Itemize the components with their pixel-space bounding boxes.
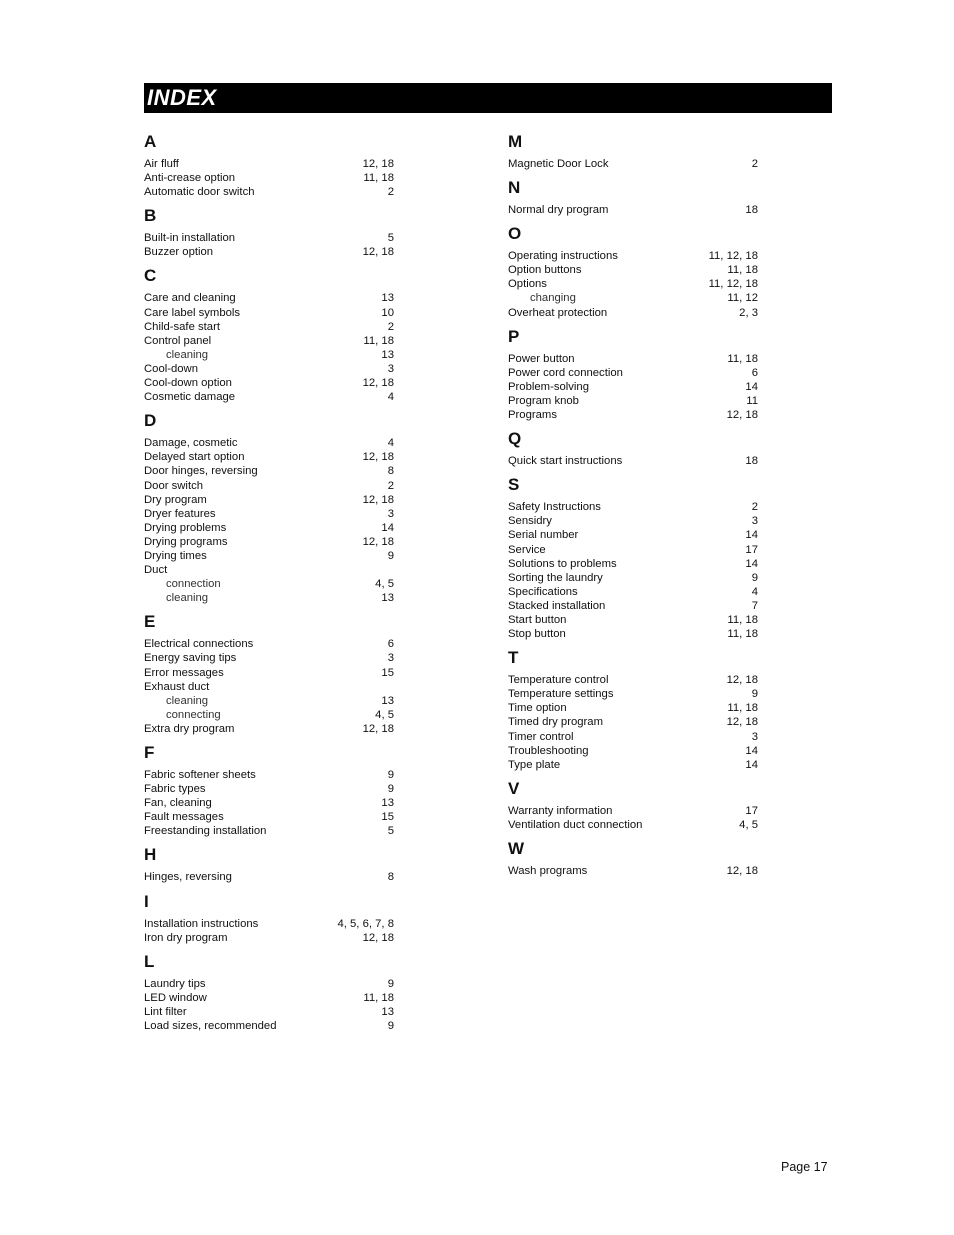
entry-term: Type plate bbox=[508, 758, 561, 771]
entry-term: Care label symbols bbox=[144, 306, 241, 319]
entry-pages: 5 bbox=[387, 232, 394, 245]
index-entry bbox=[508, 804, 758, 818]
index-entry bbox=[144, 680, 394, 694]
section-letter: C bbox=[144, 266, 157, 286]
entry-term: Overheat protection bbox=[508, 306, 608, 319]
entry-term: Quick start instructions bbox=[508, 455, 623, 468]
entry-pages: 9 bbox=[751, 688, 758, 701]
entry-pages: 12, 18 bbox=[362, 493, 394, 506]
entry-term: Drying programs bbox=[144, 535, 228, 548]
index-entry bbox=[508, 744, 758, 758]
entry-term: Timer control bbox=[508, 730, 574, 743]
index-section-n bbox=[508, 179, 758, 217]
entry-term: Anti-crease option bbox=[144, 172, 236, 185]
entry-term: Dry program bbox=[144, 493, 207, 506]
entry-term: Door switch bbox=[144, 479, 204, 492]
index-entry bbox=[144, 464, 394, 478]
entry-pages: 4 bbox=[387, 391, 394, 404]
entry-pages: 12, 18 bbox=[726, 865, 758, 877]
entry-term: cleaning bbox=[166, 348, 209, 361]
index-entry bbox=[144, 651, 394, 665]
index-entry bbox=[144, 722, 394, 736]
entry-pages: 9 bbox=[387, 783, 394, 796]
index-entry bbox=[508, 758, 758, 772]
index-entry bbox=[144, 245, 394, 259]
entry-term: Specifications bbox=[508, 585, 578, 598]
section-letter: M bbox=[508, 132, 523, 151]
section-letter: D bbox=[144, 411, 157, 431]
index-entry bbox=[144, 507, 394, 521]
index-entry bbox=[508, 263, 758, 277]
section-letter: T bbox=[508, 648, 519, 668]
entry-term: Iron dry program bbox=[144, 931, 228, 944]
entry-term: Solutions to problems bbox=[508, 557, 617, 570]
entry-term: Dryer features bbox=[144, 507, 216, 520]
entry-pages: 12, 18 bbox=[362, 377, 394, 390]
entry-term: Error messages bbox=[144, 666, 224, 679]
entry-pages: 9 bbox=[751, 571, 758, 584]
entry-term: cleaning bbox=[166, 592, 209, 605]
entry-pages: 11, 18 bbox=[363, 991, 394, 1004]
index-entry bbox=[508, 543, 758, 557]
entry-pages: 4, 5 bbox=[739, 818, 758, 831]
entry-pages: 11, 18 bbox=[727, 352, 758, 365]
entry-term: LED window bbox=[144, 991, 207, 1004]
entry-pages: 17 bbox=[745, 543, 758, 556]
section-letter: F bbox=[144, 743, 155, 762]
section-letter: N bbox=[508, 178, 521, 198]
entry-term: cleaning bbox=[166, 694, 209, 707]
index-entry bbox=[144, 320, 394, 334]
entry-term: Stacked installation bbox=[508, 599, 606, 612]
entry-term: Sorting the laundry bbox=[508, 571, 603, 584]
entry-term: Door hinges, reversing bbox=[144, 465, 258, 478]
index-entry bbox=[508, 864, 758, 878]
entry-pages: 13 bbox=[381, 797, 394, 810]
index-subentry bbox=[144, 348, 394, 362]
index-section-t bbox=[508, 649, 758, 772]
section-letter: B bbox=[144, 206, 157, 226]
index-entry bbox=[508, 352, 758, 366]
entry-term: Operating instructions bbox=[508, 250, 618, 263]
page-number: Page 17 bbox=[781, 1160, 828, 1174]
section-letter: A bbox=[144, 132, 157, 151]
index-entry bbox=[508, 818, 758, 832]
entry-pages: 8 bbox=[387, 871, 394, 884]
index-entry bbox=[144, 977, 394, 991]
index-section-c bbox=[144, 267, 394, 404]
index-subentry bbox=[144, 577, 394, 591]
index-entry bbox=[508, 514, 758, 528]
index-entry bbox=[144, 810, 394, 824]
entry-pages: 5 bbox=[387, 825, 394, 838]
entry-pages: 12, 18 bbox=[362, 451, 394, 464]
section-letter: W bbox=[508, 839, 525, 858]
section-letter: E bbox=[144, 612, 156, 632]
entry-pages: 11, 12, 18 bbox=[708, 250, 758, 263]
index-entry bbox=[508, 277, 758, 291]
index-section-e bbox=[144, 613, 394, 736]
index-entry bbox=[508, 366, 758, 380]
index-entry bbox=[144, 782, 394, 796]
entry-pages: 9 bbox=[387, 769, 394, 781]
entry-pages: 4, 5 bbox=[375, 578, 394, 591]
entry-term: Wash programs bbox=[508, 865, 588, 877]
index-entry bbox=[508, 557, 758, 571]
entry-pages: 10 bbox=[381, 306, 394, 319]
entry-pages: 11 bbox=[746, 394, 758, 407]
entry-term: Air fluff bbox=[144, 158, 179, 170]
index-entry bbox=[144, 870, 394, 884]
entry-pages: 9 bbox=[387, 977, 394, 990]
entry-pages: 13 bbox=[381, 348, 394, 361]
entry-pages: 8 bbox=[387, 465, 394, 478]
entry-term: Cool-down option bbox=[144, 377, 232, 390]
index-entry bbox=[144, 306, 394, 320]
index-entry bbox=[508, 627, 758, 641]
entry-pages: 4 bbox=[387, 437, 394, 450]
entry-term: Child-safe start bbox=[144, 320, 220, 333]
index-entry bbox=[144, 521, 394, 535]
index-entry bbox=[508, 157, 758, 171]
section-letter: O bbox=[508, 224, 522, 244]
index-entry bbox=[508, 585, 758, 599]
index-entry bbox=[144, 171, 394, 185]
entry-term: Damage, cosmetic bbox=[144, 437, 238, 450]
entry-term: Start button bbox=[508, 613, 567, 626]
entry-term: Laundry tips bbox=[144, 977, 206, 990]
entry-term: Troubleshooting bbox=[508, 744, 589, 757]
index-entry bbox=[144, 535, 394, 549]
index-section-l bbox=[144, 953, 394, 1033]
entry-pages: 6 bbox=[751, 366, 758, 379]
entry-term: Control panel bbox=[144, 334, 212, 347]
entry-pages: 13 bbox=[381, 1005, 394, 1018]
index-entry bbox=[144, 334, 394, 348]
index-entry bbox=[144, 436, 394, 450]
index-entry bbox=[144, 291, 394, 305]
entry-pages: 11, 12, 18 bbox=[708, 278, 758, 291]
index-section-i bbox=[144, 893, 394, 945]
index-section-s bbox=[508, 476, 758, 641]
entry-pages: 4, 5, 6, 7, 8 bbox=[337, 917, 394, 930]
section-letter: I bbox=[144, 891, 150, 911]
entry-term: Delayed start option bbox=[144, 451, 245, 464]
entry-pages: 6 bbox=[387, 638, 394, 651]
index-title-bar bbox=[144, 83, 832, 113]
index-entry bbox=[508, 687, 758, 701]
index-section-h bbox=[144, 846, 394, 884]
index-section-q bbox=[508, 430, 758, 468]
entry-pages: 18 bbox=[745, 455, 758, 468]
index-entry bbox=[144, 768, 394, 782]
entry-pages: 2 bbox=[751, 158, 758, 170]
index-entry bbox=[144, 390, 394, 404]
index-entry bbox=[144, 549, 394, 563]
entry-term: Freestanding installation bbox=[144, 825, 267, 838]
entry-term: Hinges, reversing bbox=[144, 871, 232, 884]
entry-pages: 2 bbox=[387, 479, 394, 492]
entry-pages: 12, 18 bbox=[726, 674, 758, 687]
entry-term: Programs bbox=[508, 409, 557, 422]
entry-pages: 12, 18 bbox=[362, 246, 394, 259]
index-column-right bbox=[508, 127, 758, 878]
index-subentry bbox=[144, 591, 394, 605]
entry-pages: 14 bbox=[745, 529, 758, 542]
entry-pages: 17 bbox=[745, 804, 758, 817]
entry-pages: 14 bbox=[745, 758, 758, 771]
index-entry bbox=[144, 824, 394, 838]
index-entry bbox=[508, 454, 758, 468]
entry-pages: 9 bbox=[387, 1020, 394, 1033]
entry-pages: 11, 18 bbox=[727, 628, 758, 641]
entry-term: Duct bbox=[144, 564, 168, 577]
entry-pages: 13 bbox=[381, 694, 394, 707]
index-entry bbox=[144, 231, 394, 245]
entry-term: Power button bbox=[508, 352, 575, 365]
entry-pages: 12, 18 bbox=[726, 409, 758, 422]
section-letter: S bbox=[508, 475, 520, 495]
index-entry bbox=[508, 599, 758, 613]
entry-pages: 3 bbox=[387, 507, 394, 520]
index-entry bbox=[144, 563, 394, 577]
entry-pages: 14 bbox=[745, 744, 758, 757]
entry-pages: 15 bbox=[381, 811, 394, 824]
entry-pages: 13 bbox=[381, 292, 394, 305]
entry-pages: 12, 18 bbox=[362, 535, 394, 548]
entry-pages: 12, 18 bbox=[726, 716, 758, 729]
index-entry bbox=[144, 185, 394, 199]
index-entry bbox=[508, 249, 758, 263]
entry-pages: 2 bbox=[387, 320, 394, 333]
entry-term: Extra dry program bbox=[144, 722, 235, 735]
entry-term: changing bbox=[530, 292, 576, 305]
index-subentry bbox=[144, 708, 394, 722]
entry-term: Drying problems bbox=[144, 521, 227, 534]
index-section-b bbox=[144, 207, 394, 259]
entry-pages: 3 bbox=[387, 652, 394, 665]
section-letter: Q bbox=[508, 429, 522, 449]
index-entry bbox=[508, 701, 758, 715]
index-entry bbox=[144, 637, 394, 651]
entry-pages: 3 bbox=[751, 730, 758, 743]
entry-pages: 12, 18 bbox=[362, 722, 394, 735]
entry-pages: 11, 18 bbox=[727, 613, 758, 626]
entry-pages: 11, 18 bbox=[363, 172, 394, 185]
entry-pages: 14 bbox=[745, 557, 758, 570]
entry-pages: 13 bbox=[381, 592, 394, 605]
entry-term: Fan, cleaning bbox=[144, 797, 212, 810]
entry-term: Problem-solving bbox=[508, 380, 589, 393]
entry-pages: 2 bbox=[387, 186, 394, 199]
entry-term: Service bbox=[508, 543, 546, 556]
entry-pages: 9 bbox=[387, 549, 394, 562]
entry-pages: 12, 18 bbox=[362, 931, 394, 944]
entry-pages: 11, 18 bbox=[727, 702, 758, 715]
entry-term: Automatic door switch bbox=[144, 186, 255, 199]
entry-term: Exhaust duct bbox=[144, 680, 210, 693]
section-letter: H bbox=[144, 845, 157, 865]
index-entry bbox=[144, 1005, 394, 1019]
index-subentry bbox=[508, 291, 758, 305]
entry-pages: 18 bbox=[745, 204, 758, 217]
entry-pages: 11, 18 bbox=[363, 334, 394, 347]
index-entry bbox=[144, 479, 394, 493]
entry-term: Energy saving tips bbox=[144, 652, 237, 665]
entry-pages: 11, 12 bbox=[727, 292, 758, 305]
entry-pages: 7 bbox=[751, 599, 758, 612]
entry-pages: 14 bbox=[745, 380, 758, 393]
index-entry bbox=[508, 715, 758, 729]
index-entry bbox=[508, 380, 758, 394]
entry-term: connection bbox=[166, 578, 221, 591]
index-entry bbox=[508, 613, 758, 627]
index-section-v bbox=[508, 780, 758, 832]
entry-term: Electrical connections bbox=[144, 638, 254, 651]
entry-term: Cool-down bbox=[144, 362, 199, 375]
entry-term: Normal dry program bbox=[508, 204, 609, 217]
entry-pages: 11, 18 bbox=[727, 264, 758, 277]
index-entry bbox=[144, 666, 394, 680]
entry-term: Cosmetic damage bbox=[144, 391, 236, 404]
index-entry bbox=[144, 1019, 394, 1033]
entry-term: Time option bbox=[508, 702, 567, 715]
entry-term: Warranty information bbox=[508, 804, 613, 817]
index-entry bbox=[508, 394, 758, 408]
entry-pages: 15 bbox=[381, 666, 394, 679]
entry-pages: 2, 3 bbox=[739, 306, 758, 319]
index-section-p bbox=[508, 328, 758, 422]
entry-term: Fault messages bbox=[144, 811, 224, 824]
index-section-o bbox=[508, 225, 758, 319]
index-section-a bbox=[144, 133, 394, 199]
index-entry bbox=[508, 500, 758, 514]
index-entry bbox=[144, 796, 394, 810]
entry-term: Fabric types bbox=[144, 783, 206, 796]
entry-term: Temperature control bbox=[508, 674, 609, 687]
section-letter: P bbox=[508, 326, 520, 346]
index-entry bbox=[144, 362, 394, 376]
entry-term: Installation instructions bbox=[144, 917, 259, 930]
index-section-w bbox=[508, 840, 758, 878]
entry-term: Serial number bbox=[508, 529, 579, 542]
entry-term: Built-in installation bbox=[144, 232, 236, 245]
index-entry bbox=[508, 673, 758, 687]
page-title: INDEX bbox=[147, 85, 217, 110]
entry-pages: 4, 5 bbox=[375, 708, 394, 721]
index-subentry bbox=[144, 694, 394, 708]
entry-pages: 2 bbox=[751, 501, 758, 514]
section-letter: V bbox=[508, 778, 520, 798]
index-entry bbox=[508, 730, 758, 744]
index-entry bbox=[144, 931, 394, 945]
entry-term: Program knob bbox=[508, 394, 579, 407]
entry-term: connecting bbox=[166, 708, 221, 721]
entry-term: Ventilation duct connection bbox=[508, 818, 643, 831]
entry-term: Buzzer option bbox=[144, 246, 214, 259]
entry-term: Drying times bbox=[144, 549, 207, 562]
entry-term: Fabric softener sheets bbox=[144, 769, 256, 781]
index-entry bbox=[144, 450, 394, 464]
entry-term: Lint filter bbox=[144, 1005, 187, 1018]
entry-term: Power cord connection bbox=[508, 366, 623, 379]
index-entry bbox=[508, 306, 758, 320]
entry-pages: 4 bbox=[751, 585, 758, 598]
index-entry bbox=[144, 917, 394, 931]
entry-term: Load sizes, recommended bbox=[144, 1020, 277, 1033]
entry-term: Options bbox=[508, 278, 547, 291]
entry-term: Sensidry bbox=[508, 515, 552, 528]
index-column-left bbox=[144, 127, 394, 1033]
index-entry bbox=[144, 991, 394, 1005]
entry-term: Temperature settings bbox=[508, 688, 614, 701]
entry-term: Magnetic Door Lock bbox=[508, 158, 609, 170]
index-entry bbox=[144, 376, 394, 390]
index-entry bbox=[508, 408, 758, 422]
index-entry bbox=[508, 203, 758, 217]
entry-pages: 3 bbox=[387, 362, 394, 375]
entry-term: Care and cleaning bbox=[144, 292, 236, 305]
entry-pages: 3 bbox=[751, 515, 758, 528]
index-entry bbox=[508, 571, 758, 585]
section-letter: L bbox=[144, 951, 155, 971]
index-entry bbox=[144, 157, 394, 171]
index-section-f bbox=[144, 744, 394, 838]
index-section-d bbox=[144, 412, 394, 605]
entry-term: Timed dry program bbox=[508, 716, 604, 729]
entry-pages: 14 bbox=[381, 521, 394, 534]
entry-pages: 12, 18 bbox=[362, 158, 394, 170]
entry-term: Option buttons bbox=[508, 264, 582, 277]
index-section-m bbox=[508, 133, 758, 171]
entry-term: Safety Instructions bbox=[508, 501, 601, 514]
index-entry bbox=[508, 528, 758, 542]
index-entry bbox=[144, 493, 394, 507]
entry-term: Stop button bbox=[508, 628, 566, 641]
